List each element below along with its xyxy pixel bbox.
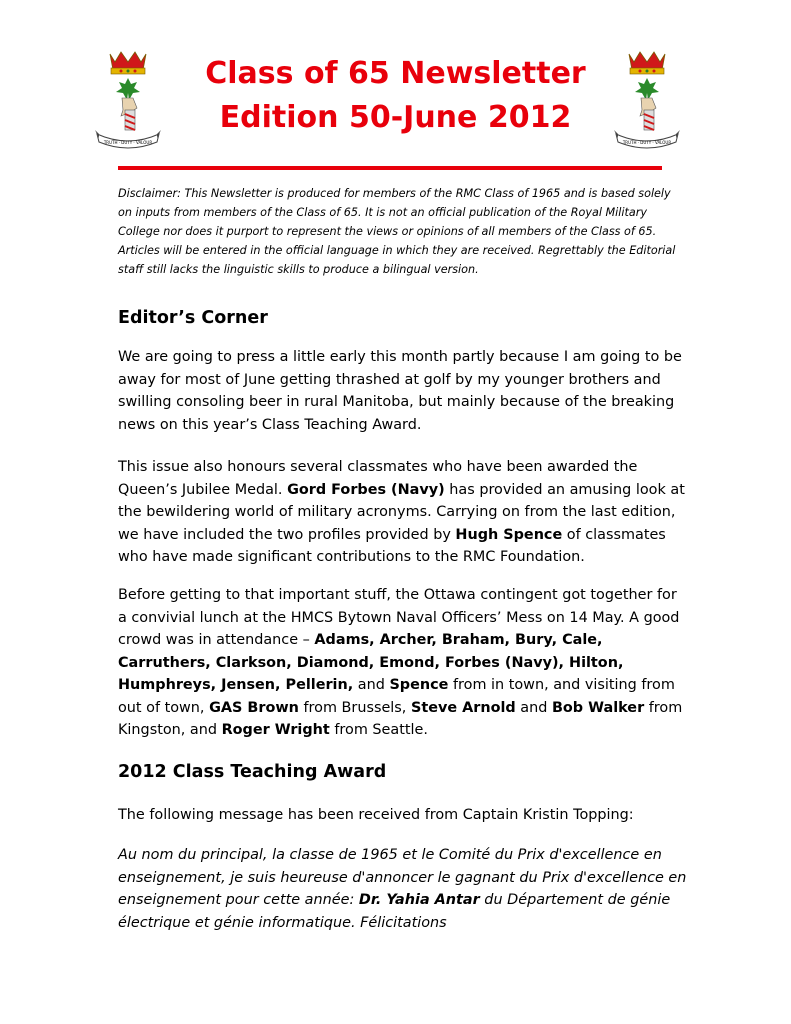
crest-motto: TRUTH · DUTY · VALOUR — [622, 140, 672, 145]
teaching-award-heading: 2012 Class Teaching Award — [118, 762, 387, 782]
teaching-award-intro: The following message has been received from Captain Kristin Topping: — [118, 807, 634, 823]
classmate-name: Roger Wright — [221, 722, 330, 738]
classmate-name: Steve Arnold — [410, 699, 516, 716]
editors-corner-paragraph-2: This issue also honours several classmates who have been awarded the Queen’s Jubilee Medal. Gord Forbes (Navy) has provided an amusing look at the bewildering world of military acronyms. Carrying on from the last edition, we have included the two profiles provided by Hugh Spence of classmates who have made significant contributions to the RMC Foundation. — [118, 459, 685, 565]
newsletter-title: Class of 65 Newsletter — [205, 56, 586, 91]
disclaimer-text: Disclaimer: This Newsletter is produced for members of the RMC Class of 1965 and is based solely on inputs from members of the Class of 65. It is not an official publication of the Royal Military College nor does it purport to represent the views or opinions of all members of the Class of 65. Articles will be entered in the official language in which they are received. Regrettably the Editorial staff still lacks the linguistic skills to produce a bilingual version. — [118, 187, 676, 276]
classmate-name: Bob Walker — [551, 699, 645, 716]
teaching-award-quote: Au nom du principal, la classe de 1965 et le Comité du Prix d'excellence en enseignement, je suis heureuse d'annoncer le gagnant du Prix d'excellence en enseignement pour cette année: Dr. Yahia Antar du Département de génie électrique et génie informatique. Félicitations — [118, 847, 687, 931]
editors-corner-paragraph-3: Before getting to that important stuff, the Ottawa contingent got together for a convivial lunch at the HMCS Bytown Naval Officers’ Mess on 14 May. A good crowd was in attendance – Adams, Archer, Braham, Bury, Cale, Carruthers, Clarkson, Diamond, Emond, Forbes (Navy), Hilton, Humphreys, Jensen, Pellerin, and Spence from in town, and visiting from out of town, GAS Brown from Brussels, Steve Arnold and Bob Walker from Kingston, and Roger Wright from Seattle. — [118, 587, 683, 738]
editors-corner-heading: Editor’s Corner — [118, 308, 268, 328]
classmate-name: Hugh Spence — [455, 526, 563, 543]
classmate-name: GAS Brown — [209, 699, 299, 716]
classmate-name: Spence — [389, 677, 449, 693]
title-divider — [118, 166, 662, 170]
classmate-name: Gord Forbes (Navy) — [287, 481, 445, 498]
crest-motto: TRUTH · DUTY · VALOUR — [103, 140, 153, 145]
edition-title: Edition 50-June 2012 — [219, 100, 572, 135]
award-winner-name: Dr. Yahia Antar — [358, 892, 480, 908]
attendee-names: Adams, Archer, Braham, Bury, Cale, Carruthers, Clarkson, Diamond, Emond, Forbes (Navy), Hilton, Humphreys, Jensen, Pellerin, — [118, 632, 624, 693]
editors-corner-paragraph-1: We are going to press a little early this month partly because I am going to be away for most of June getting thrashed at golf by my younger brothers and swilling consoling beer in rural Manitoba, but mainly because of the breaking news on this year’s Class Teaching Award. — [118, 349, 682, 433]
